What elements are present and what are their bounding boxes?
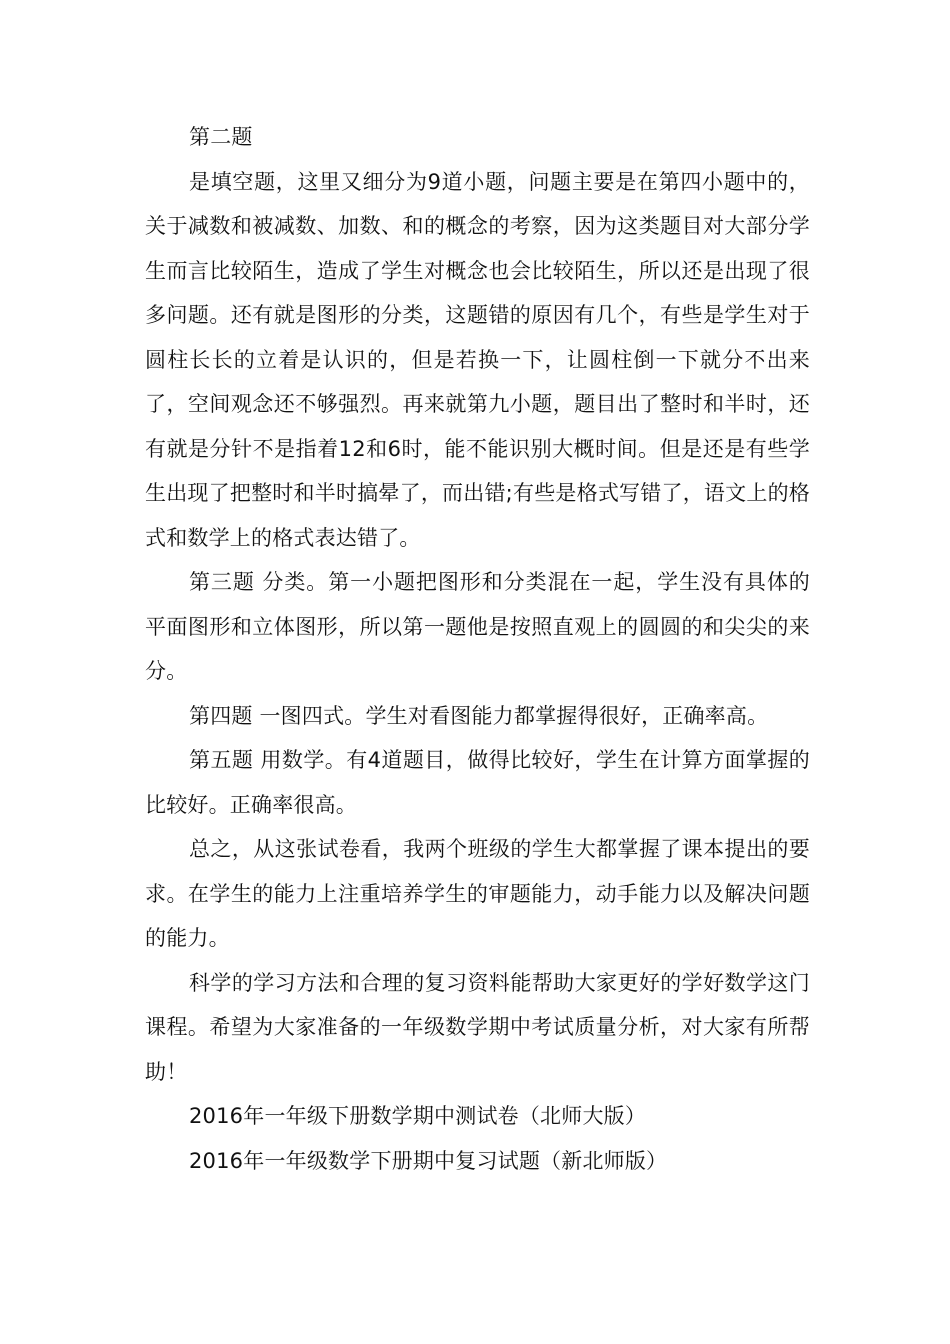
- paragraph-q2-analysis: 是填空题，这里又细分为9道小题，问题主要是在第四小题中的，关于减数和被减数、加数、和的概念的考察，因为这类题目对大部分学生而言比较陌生，造成了学生对概念也会比较陌生，所以还是出现了很多问题。还有就是图形的分类，这题错的原因有几个，有些是学生对于圆柱长长的立着是认识的，但是若换一下，让圆柱倒一下就分不出来了，空间观念还不够强烈。再来就第九小题，题目出了整时和半时，还有就是分针不是指着12和6时，能不能识别大概时间。但是还是有些学生出现了把整时和半时搞晕了，而出错;有些是格式写错了，语文上的格式和数学上的格式表达错了。: [145, 169, 810, 550]
- document-body: [145, 115, 810, 1183]
- section-heading-q2: 第二题: [189, 125, 253, 149]
- paragraph-q5-applied-math: 第五题 用数学。有4道题目，做得比较好，学生在计算方面掌握的比较好。正确率很高。: [145, 748, 810, 817]
- related-link-midterm-review[interactable]: 2016年一年级数学下册期中复习试题（新北师版）: [189, 1148, 668, 1173]
- paragraph-q4-one-picture-four-equations: 第四题 一图四式。学生对看图能力都掌握得很好，正确率高。: [189, 703, 769, 728]
- related-link-midterm-test[interactable]: 2016年一年级下册数学期中测试卷（北师大版）: [189, 1104, 647, 1128]
- paragraph-q3-classification: 第三题 分类。第一小题把图形和分类混在一起，学生没有具体的平面图形和立体图形，所以第一题他是按照直观上的圆圆的和尖尖的来分。: [145, 570, 810, 683]
- paragraph-closing: 科学的学习方法和合理的复习资料能帮助大家更好的学好数学这门课程。希望为大家准备的一年级数学期中考试质量分析，对大家有所帮助！: [145, 970, 810, 1084]
- paragraph-summary: 总之，从这张试卷看，我两个班级的学生大都掌握了课本提出的要求。在学生的能力上注重培养学生的审题能力，动手能力以及解决问题的能力。: [145, 837, 810, 950]
